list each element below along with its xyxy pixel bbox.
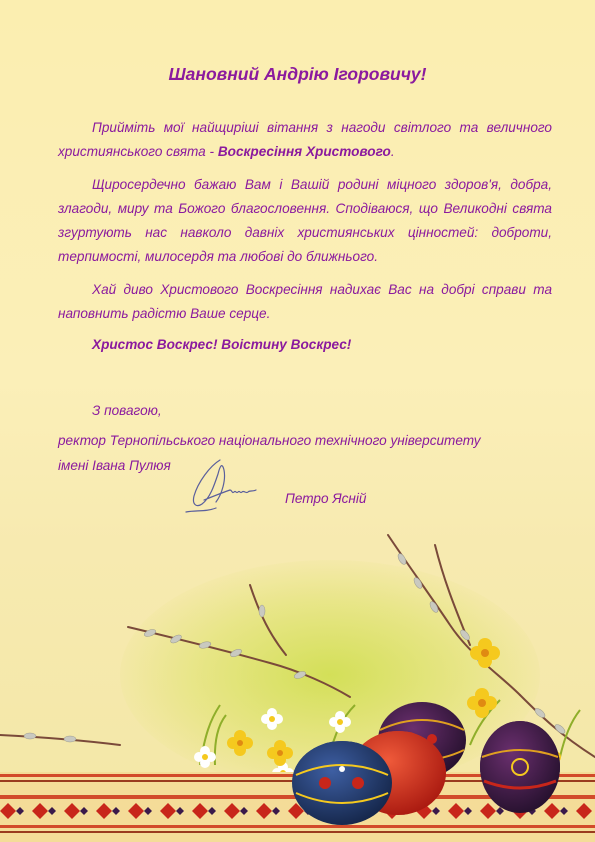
paragraph-wishes: Щиросердечно бажаю Вам і Вашій родині міцного здоров'я, добра, злагоди, миру та Божого благословення. Сподіваюся, що Великодні свята згуртують нас навколо давніх християнських цінностей: доброти, терпимості, милосердя та любові до ближнього. <box>58 177 552 264</box>
white-flower <box>194 746 216 768</box>
signer-name: Петро Ясній <box>285 491 367 506</box>
paragraph-blessing: Хай диво Христового Воскресіння надихає Вас на добрі справи та наповнить радістю Ваше серце. <box>58 282 552 321</box>
signer-position-line2: імені Івана Пулюя <box>58 458 171 473</box>
handwritten-signature <box>180 456 264 520</box>
yellow-flower <box>267 740 293 766</box>
yellow-flower <box>467 688 497 718</box>
signer-position-line1: ректор Тернопільського національного технічного університету <box>58 433 481 448</box>
paragraph-greeting <box>58 116 552 164</box>
yellow-flower <box>470 638 500 668</box>
easter-greeting: Христос Воскрес! Воістину Воскрес! <box>92 337 352 352</box>
salutation-heading: Шановний Андрію Ігоровичу! <box>168 64 427 84</box>
yellow-flower <box>227 730 253 756</box>
paragraph-greeting-end: . <box>390 144 395 159</box>
closing-phrase: З повагою, <box>92 403 162 418</box>
easter-illustration <box>0 525 595 842</box>
white-flower <box>261 708 283 730</box>
holiday-name: Воскресіння Христового <box>217 144 391 159</box>
paragraph-greeting-text: Прийміть мої найщиріші вітання з нагоди світлого та величного християнського свята - <box>58 120 552 159</box>
pussy-willow-branches <box>0 535 595 757</box>
